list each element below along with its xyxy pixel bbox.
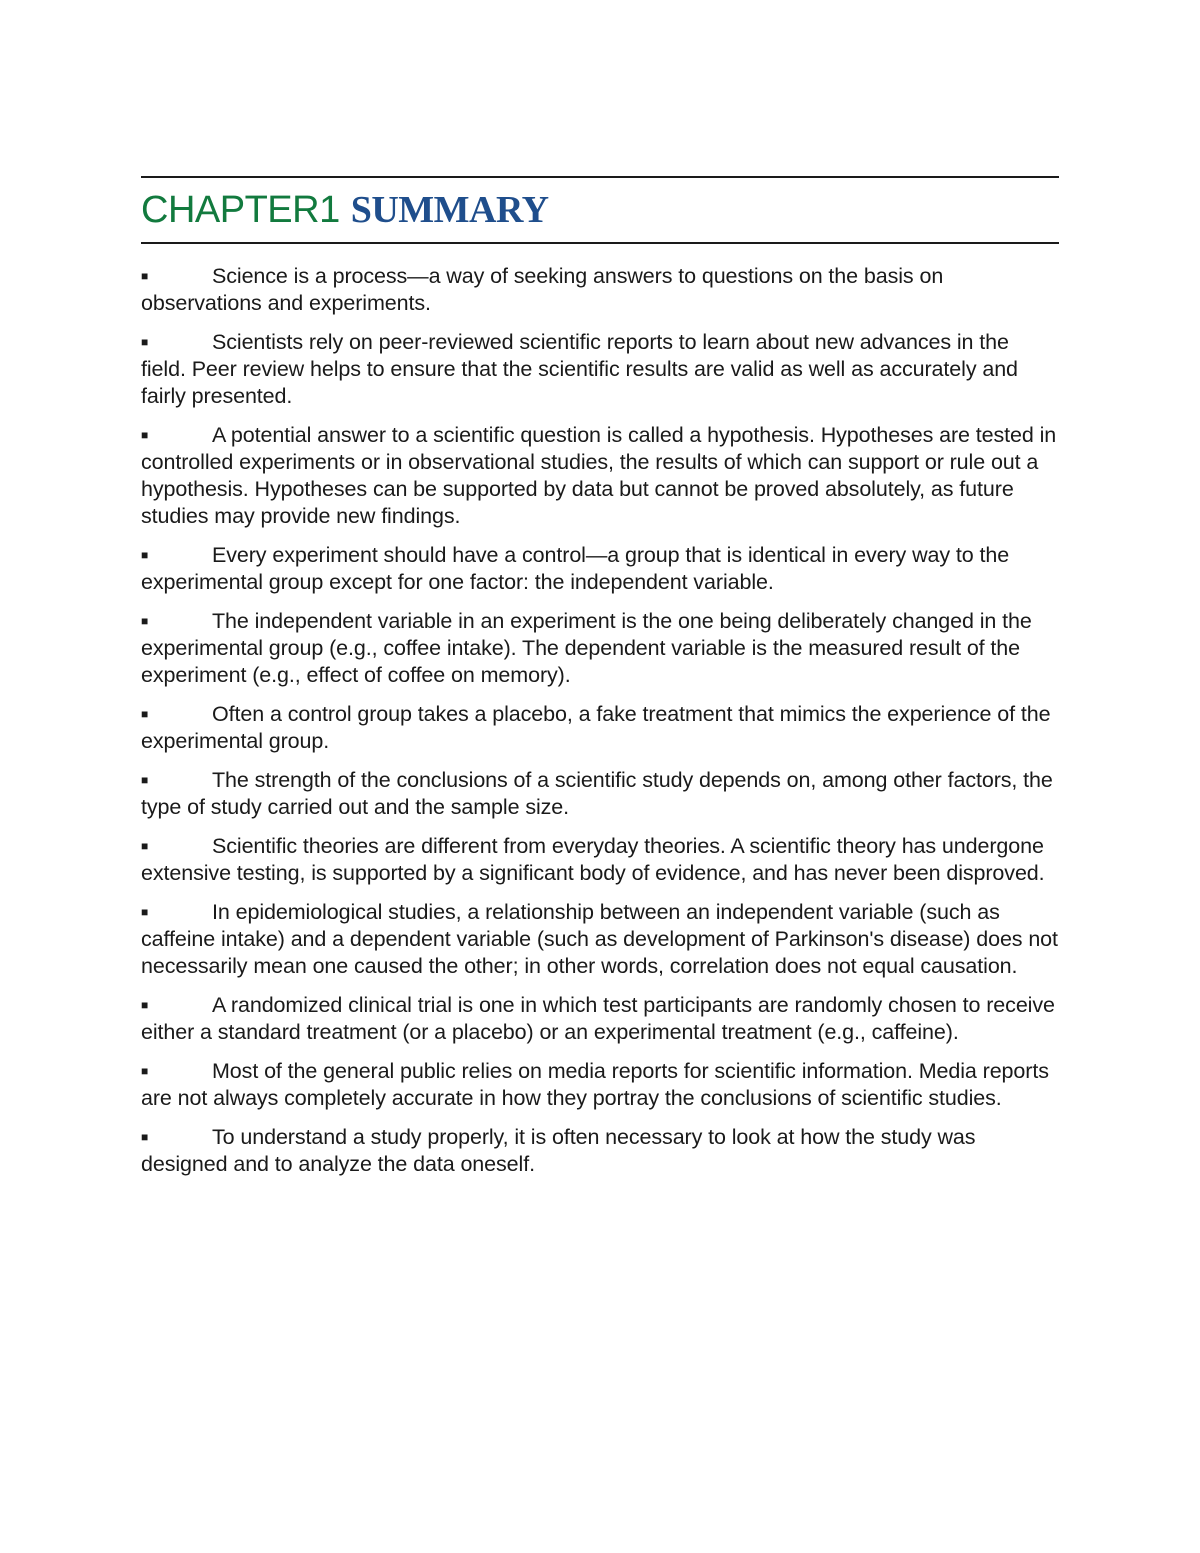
bullet-icon: ■ — [141, 905, 149, 919]
bullet-icon: ■ — [141, 998, 149, 1012]
bullet-icon: ■ — [141, 1064, 149, 1078]
summary-list — [141, 263, 1059, 1178]
heading-summary-label: SUMMARY — [350, 189, 549, 231]
bullet-icon: ■ — [141, 839, 149, 853]
bullet-icon: ■ — [141, 773, 149, 787]
summary-item-text: In epidemiological studies, a relationship between an independent variable (such as caffeine intake) and a dependent variable (such as development of Parkinson's disease) does not necessarily mean one caused the other; in other words, correlation does not equal causation. — [141, 900, 1058, 978]
summary-item-text: Often a control group takes a placebo, a fake treatment that mimics the experience of the experimental group. — [141, 702, 1051, 753]
summary-item — [141, 1124, 1059, 1178]
summary-item-text: The independent variable in an experiment is the one being deliberately changed in the experimental group (e.g., coffee intake). The dependent variable is the measured result of the experiment (e.g., effect of coffee on memory). — [141, 609, 1032, 687]
heading-chapter-label: CHAPTER1 — [141, 188, 340, 231]
bullet-icon: ■ — [141, 707, 149, 721]
bullet-icon: ■ — [141, 1130, 149, 1144]
bullet-icon: ■ — [141, 269, 149, 283]
summary-item — [141, 701, 1059, 755]
summary-item-text: Scientists rely on peer-reviewed scientific reports to learn about new advances in the field. Peer review helps to ensure that the scientific results are valid as well as accurately and fairly presented. — [141, 330, 1018, 408]
bullet-icon: ■ — [141, 614, 149, 628]
summary-item — [141, 992, 1059, 1046]
summary-item-text: Scientific theories are different from everyday theories. A scientific theory has undergone extensive testing, is supported by a significant body of evidence, and has never been disproved. — [141, 834, 1045, 885]
summary-item-text: A randomized clinical trial is one in which test participants are randomly chosen to receive either a standard treatment (or a placebo) or an experimental treatment (e.g., caffeine). — [141, 993, 1055, 1044]
chapter-heading — [141, 178, 1059, 242]
summary-item — [141, 608, 1059, 689]
summary-item-text: A potential answer to a scientific question is called a hypothesis. Hypotheses are tested in controlled experiments or in observational studies, the results of which can support or rule out a hypothesis. Hypotheses can be supported by data but cannot be proved absolutely, as future studies may provide new findings. — [141, 423, 1057, 528]
summary-item-text: The strength of the conclusions of a scientific study depends on, among other factors, the type of study carried out and the sample size. — [141, 768, 1053, 819]
summary-item — [141, 329, 1059, 410]
summary-item — [141, 263, 1059, 317]
document-page — [141, 176, 1059, 1190]
summary-item-text: Every experiment should have a control—a group that is identical in every way to the experimental group except for one factor: the independent variable. — [141, 543, 1010, 594]
summary-item — [141, 899, 1059, 980]
summary-item — [141, 1058, 1059, 1112]
summary-item-text: Most of the general public relies on media reports for scientific information. Media reports are not always completely accurate in how they portray the conclusions of scientific studies. — [141, 1059, 1049, 1110]
summary-item — [141, 542, 1059, 596]
summary-item — [141, 833, 1059, 887]
bullet-icon: ■ — [141, 548, 149, 562]
summary-item-text: Science is a process—a way of seeking answers to questions on the basis on observations and experiments. — [141, 264, 944, 315]
bottom-rule — [141, 242, 1059, 244]
bullet-icon: ■ — [141, 428, 149, 442]
summary-item — [141, 422, 1059, 530]
summary-item — [141, 767, 1059, 821]
bullet-icon: ■ — [141, 335, 149, 349]
summary-item-text: To understand a study properly, it is often necessary to look at how the study was designed and to analyze the data oneself. — [141, 1125, 976, 1176]
